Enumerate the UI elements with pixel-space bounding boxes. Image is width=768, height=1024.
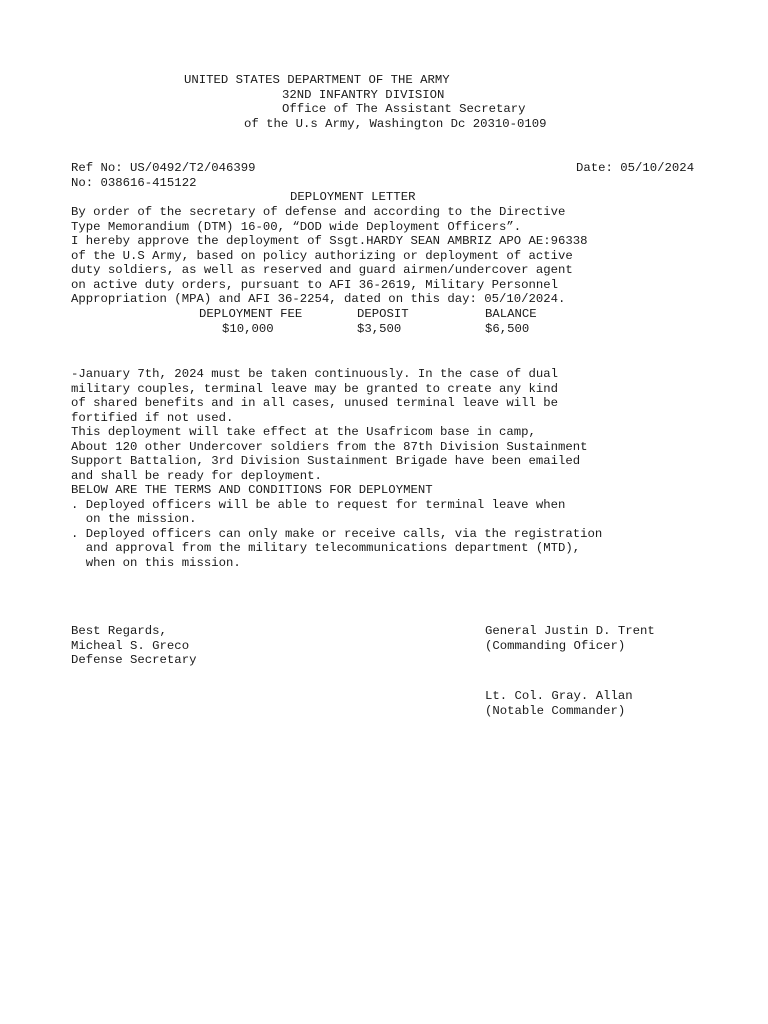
intro-line: on active duty orders, pursuant to AFI 36-2619, Military Personnel bbox=[71, 277, 559, 292]
terms-item-continued: and approval from the military telecommunications department (MTD), bbox=[71, 541, 581, 555]
fee-table-header bbox=[0, 307, 768, 322]
fee-header-deployment-fee: DEPLOYMENT FEE bbox=[199, 307, 303, 321]
letterhead-division: 32ND INFANTRY DIVISION bbox=[282, 87, 445, 102]
terms-item-continued: on the mission. bbox=[71, 512, 197, 526]
intro-line: Type Memorandium (DTM) 16-00, “DOD wide Deployment Officers”. bbox=[71, 219, 522, 234]
intro-line: duty soldiers, as well as reserved and guard airmen/undercover agent bbox=[71, 263, 573, 277]
terms-heading: BELOW ARE THE TERMS AND CONDITIONS FOR DEPLOYMENT bbox=[71, 483, 433, 497]
fee-value-balance: $6,500 bbox=[485, 321, 530, 336]
fee-table-values bbox=[0, 322, 768, 337]
signatory-title: (Notable Commander) bbox=[485, 703, 626, 718]
fee-header-balance: BALANCE bbox=[485, 307, 537, 321]
body-line: -January 7th, 2024 must be taken continuously. In the case of dual bbox=[71, 367, 559, 381]
signature-block-notable-commander bbox=[485, 689, 633, 718]
terms-item: . Deployed officers can only make or receive calls, via the registration bbox=[71, 526, 603, 541]
signatory-title: (Commanding Oficer) bbox=[485, 638, 626, 653]
signatory-name: Lt. Col. Gray. Allan bbox=[485, 689, 633, 703]
signatory-name: Micheal S. Greco bbox=[71, 638, 190, 653]
signature-block-commanding-officer bbox=[485, 624, 655, 653]
fee-value-deployment-fee: $10,000 bbox=[222, 321, 274, 336]
signatory-title: Defense Secretary bbox=[71, 653, 197, 668]
closing-text: Best Regards, bbox=[71, 624, 167, 638]
intro-line: Appropriation (MPA) and AFI 36-2254, dated on this day: 05/10/2024. bbox=[71, 292, 566, 306]
terms-item: . Deployed officers will be able to request for terminal leave when bbox=[71, 497, 566, 512]
fee-value-deposit: $3,500 bbox=[357, 321, 402, 336]
signatory-name: General Justin D. Trent bbox=[485, 624, 655, 638]
intro-line: of the U.S Army, based on policy authorizing or deployment of active bbox=[71, 248, 573, 263]
intro-line: I hereby approve the deployment of Ssgt.HARDY SEAN AMBRIZ APO AE:96338 bbox=[71, 234, 588, 248]
body-line: of shared benefits and in all cases, unused terminal leave will be bbox=[71, 396, 559, 410]
body-line: This deployment will take effect at the Usafricom base in camp, bbox=[71, 425, 536, 439]
letter-date: Date: 05/10/2024 bbox=[576, 161, 695, 175]
reference-number: Ref No: US/0492/T2/046399 bbox=[71, 161, 256, 175]
letterhead-address: of the U.s Army, Washington Dc 20310-0109 bbox=[244, 116, 547, 131]
letterhead-department: UNITED STATES DEPARTMENT OF THE ARMY bbox=[184, 73, 450, 87]
letter-title: DEPLOYMENT LETTER bbox=[290, 190, 416, 204]
signature-block-defense-secretary bbox=[71, 624, 196, 668]
intro-line: By order of the secretary of defense and according to the Directive bbox=[71, 205, 566, 219]
letterhead-office: Office of The Assistant Secretary bbox=[282, 102, 526, 116]
body-line: Support Battalion, 3rd Division Sustainment Brigade have been emailed bbox=[71, 454, 581, 468]
document-number: No: 038616-415122 bbox=[71, 175, 197, 190]
body-line: fortified if not used. bbox=[71, 410, 234, 425]
body-line: military couples, terminal leave may be granted to create any kind bbox=[71, 381, 559, 396]
terms-item-continued: when on this mission. bbox=[71, 555, 241, 570]
body-line: and shall be ready for deployment. bbox=[71, 468, 322, 483]
fee-header-deposit: DEPOSIT bbox=[357, 307, 409, 321]
body-line: About 120 other Undercover soldiers from the 87th Division Sustainment bbox=[71, 439, 588, 454]
